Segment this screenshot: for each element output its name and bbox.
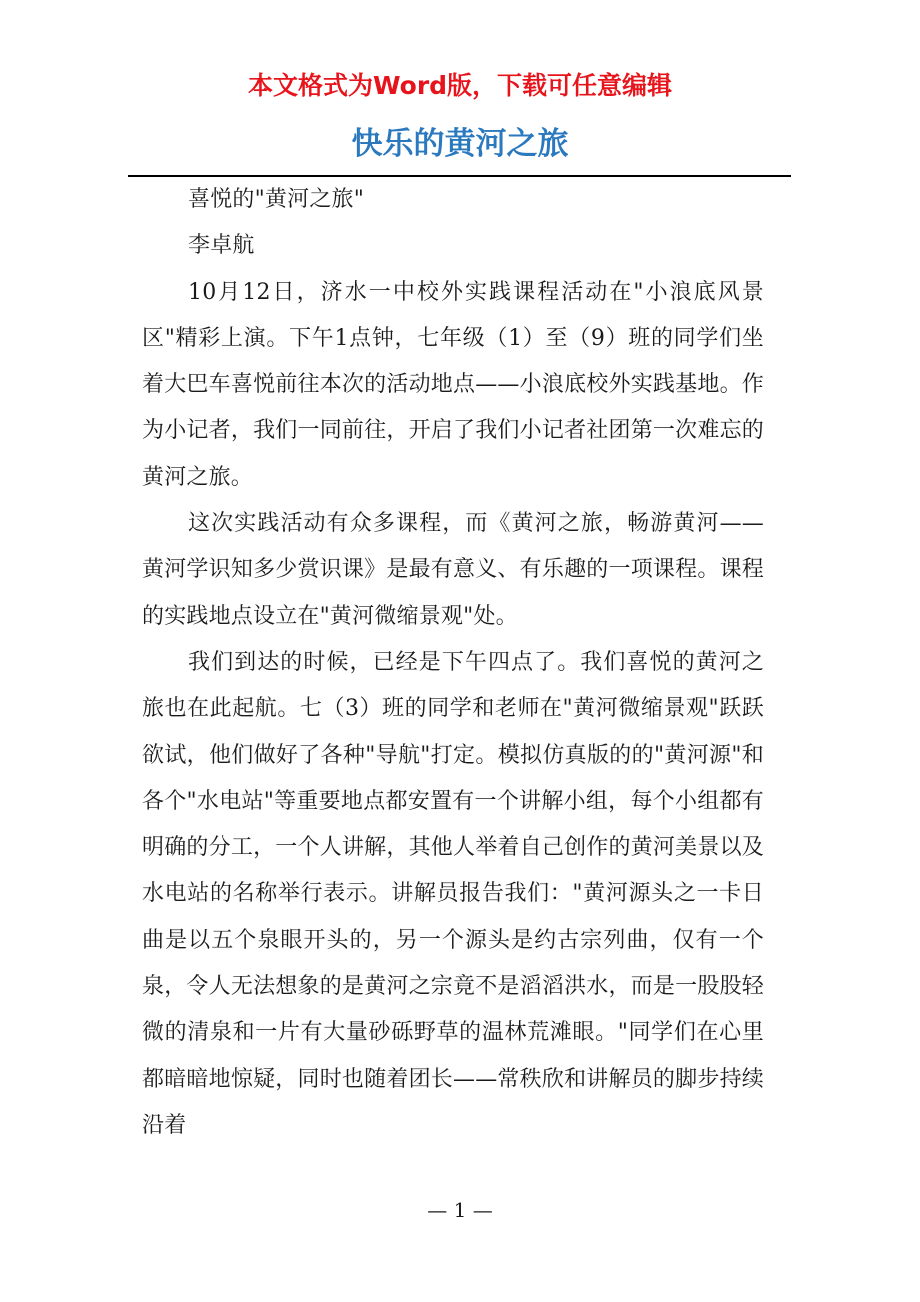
article-paragraph: 10月12日，济水一中校外实践课程活动在"小浪底风景区"精彩上演。下午1点钟，七年级（1）至（9）班的同学们坐着大巴车喜悦前往本次的活动地点——小浪底校外实践基地。作为小记者，我们一同前往，开启了我们小记者社团第一次难忘的黄河之旅。 (142, 279, 764, 490)
article-paragraph: 这次实践活动有众多课程，而《黄河之旅，畅游黄河——黄河学识知多少赏识课》是最有意义、有乐趣的一项课程。课程的实践地点设立在"黄河微缩景观"处。 (142, 511, 764, 629)
article-paragraph: 我们到达的时候，已经是下午四点了。我们喜悦的黄河之旅也在此起航。七（3）班的同学和老师在"黄河微缩景观"跃跃欲试，他们做好了各种"导航"打定。模拟仿真版的的"黄河源"和各个"水电站"等重要地点都安置有一个讲解小组，每个小组都有明确的分工，一个人讲解，其他人举着自己创作的黄河美景以及水电站的名称举行表示。讲解员报告我们："黄河源头之一卡日曲是以五个泉眼开头的，另一个源头是约古宗列曲，仅有一个泉，令人无法想象的是黄河之宗竟不是滔滔洪水，而是一股股轻微的清泉和一片有大量砂砾野草的温林荒滩眼。"同学们在心里都暗暗地惊疑，同时也随着团长——常秩欣和讲解员的脚步持续沿着 (142, 649, 764, 1138)
download-banner: 本文格式为Word版，下载可任意编辑 (247, 71, 673, 100)
page-number: — 1 — (427, 1198, 493, 1222)
article-subtitle: 喜悦的"黄河之旅" (188, 187, 365, 212)
document-title: 快乐的黄河之旅 (351, 126, 569, 162)
article-author: 李卓航 (188, 233, 255, 259)
article-body (142, 177, 764, 1149)
